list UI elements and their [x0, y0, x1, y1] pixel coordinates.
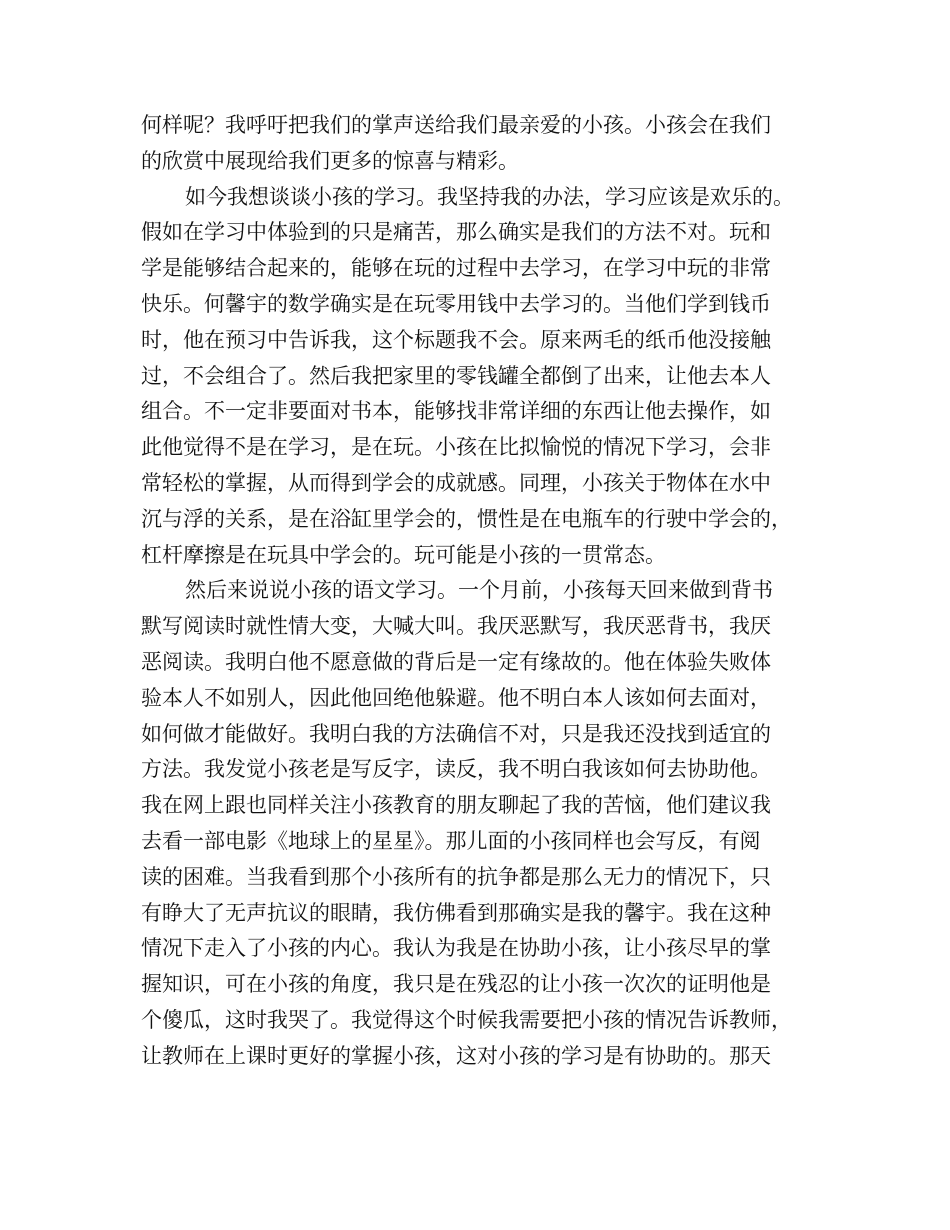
text-line: 读的困难。当我看到那个小孩所有的抗争都是那么无力的情况下，只 — [141, 864, 771, 889]
text-line: 情况下走入了小孩的内心。我认为我是在协助小孩，让小孩尽早的掌 — [141, 936, 771, 961]
text-line: 的欣赏中展现给我们更多的惊喜与精彩。 — [141, 148, 519, 173]
text-line: 验本人不如别人，因此他回绝他躲避。他不明白本人该如何去面对， — [141, 685, 771, 710]
text-line: 方法。我发觉小孩老是写反字，读反，我不明白我该如何去协助他。 — [141, 757, 771, 782]
text-line: 时，他在预习中告诉我，这个标题我不会。原来两毛的纸币他没接触 — [141, 327, 771, 352]
text-line: 常轻松的掌握，从而得到学会的成就感。同理，小孩关于物体在水中 — [141, 470, 771, 495]
text-line: 杠杆摩擦是在玩具中学会的。玩可能是小孩的一贯常态。 — [141, 542, 666, 567]
text-line: 然后来说说小孩的语文学习。一个月前，小孩每天回来做到背书 — [185, 578, 773, 603]
text-line: 握知识，可在小孩的角度，我只是在残忍的让小孩一次次的证明他是 — [141, 972, 771, 997]
text-line: 快乐。何馨宇的数学确实是在玩零用钱中去学习的。当他们学到钱币 — [141, 291, 771, 316]
text-line: 恶阅读。我明白他不愿意做的背后是一定有缘故的。他在体验失败体 — [141, 649, 771, 674]
text-line: 默写阅读时就性情大变，大喊大叫。我厌恶默写，我厌恶背书，我厌 — [141, 614, 771, 639]
text-line: 学是能够结合起来的，能够在玩的过程中去学习，在学习中玩的非常 — [141, 256, 771, 281]
text-line: 假如在学习中体验到的只是痛苦，那么确实是我们的方法不对。玩和 — [141, 220, 771, 245]
text-line: 此他觉得不是在学习，是在玩。小孩在比拟愉悦的情况下学习，会非 — [141, 435, 771, 460]
text-line: 个傻瓜，这时我哭了。我觉得这个时候我需要把小孩的情况告诉教师， — [141, 1007, 792, 1032]
text-line: 去看一部电影《地球上的星星》。那儿面的小孩同样也会写反，有阅 — [141, 828, 761, 853]
text-line: 让教师在上课时更好的掌握小孩，这对小孩的学习是有协助的。那天 — [141, 1043, 771, 1068]
text-line: 我在网上跟也同样关注小孩教育的朋友聊起了我的苦恼，他们建议我 — [141, 793, 771, 818]
text-line: 如今我想谈谈小孩的学习。我坚持我的办法，学习应该是欢乐的。 — [185, 184, 794, 209]
text-line: 如何做才能做好。我明白我的方法确信不对，只是我还没找到适宜的 — [141, 721, 771, 746]
text-line: 有睁大了无声抗议的眼睛，我仿佛看到那确实是我的馨宇。我在这种 — [141, 900, 771, 925]
text-line: 过，不会组合了。然后我把家里的零钱罐全都倒了出来，让他去本人 — [141, 363, 771, 388]
body-text — [141, 108, 821, 1075]
text-line: 组合。不一定非要面对书本，能够找非常详细的东西让他去操作，如 — [141, 399, 771, 424]
text-line: 沉与浮的关系，是在浴缸里学会的，惯性是在电瓶车的行驶中学会的， — [141, 506, 792, 531]
text-line: 何样呢？我呼吁把我们的掌声送给我们最亲爱的小孩。小孩会在我们 — [141, 113, 771, 137]
